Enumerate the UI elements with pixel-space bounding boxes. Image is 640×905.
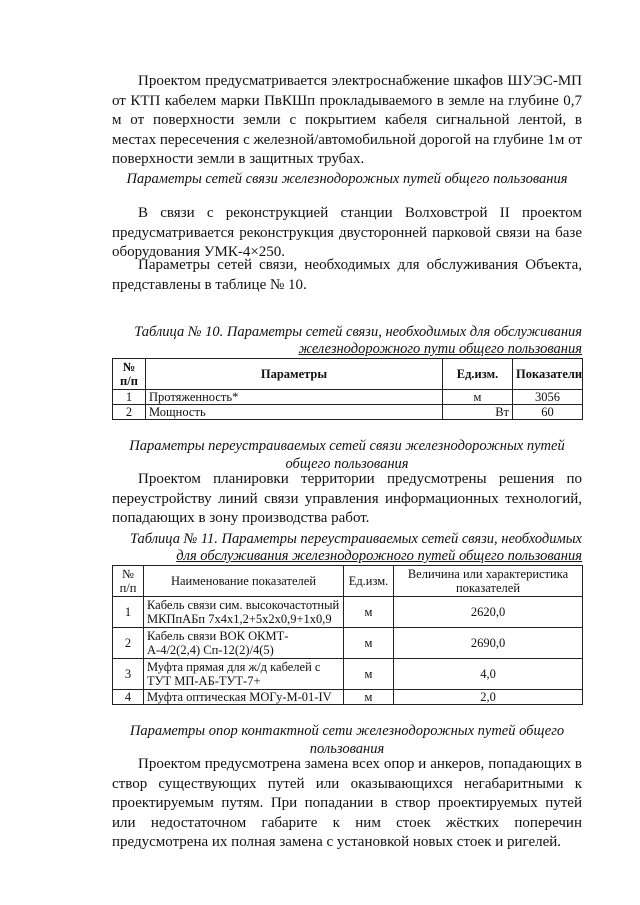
supports-paragraph: Проектом предусмотрена замена всех опор и анкеров, попадающих в створ существующих путей или оказывающихся негабаритными к проектируемым путям. При попадании в створ проектируемых путей или недостаточном габарите к ним стоек жёстких поперечин предусмотрена их полная замена с установкой новых стоек и ригелей. [112,756,582,851]
table11 [112,565,583,705]
intro-paragraph: Проектом предусматривается электроснабжение шкафов ШУЭС-МП от КТП кабелем марки ПвКШп прокладываемого в земле на глубине 0,7 м от поверхности земли с покрытием кабеля сигнальной лентой, в местах пересечения с железной/автомобильной дорогой на глубине 1м от поверхности земли в защитных трубах. [112,73,582,168]
reconstruction-paragraph: В связи с реконструкцией станции Волховстрой II проектом предусматривается реконструкция двусторонней парковой связи на базе оборудования УМК-4×250. [112,205,582,261]
table-row [113,390,583,405]
table10-header-unit: Ед.изм. [443,359,513,390]
row-unit: м [443,390,513,405]
section-heading-rebuilt-networks: Параметры переустраиваемых сетей связи железнодорожных путей общего пользования [129,438,565,472]
table10-header-num: № п/п [113,359,146,390]
row-value: 2,0 [394,690,583,705]
row-num: 4 [113,690,144,705]
table-row [113,659,583,690]
table-row [113,628,583,659]
row-name: Муфта прямая для ж/д кабелей с ТУТ МП-АБ-ТУТ-7+ [144,659,344,690]
table10-header-param: Параметры [146,359,443,390]
row-unit: Вт [443,405,513,420]
row-num: 1 [113,390,146,405]
table-row [113,597,583,628]
row-param: Протяженность* [146,390,443,405]
table11-caption-line2: для обслуживания железнодорожного путей общего пользования [176,548,582,564]
row-value: 2690,0 [394,628,583,659]
table11-caption [112,531,582,565]
table11-header-num: № п/п [113,566,144,597]
row-num: 2 [113,628,144,659]
table11-header-name: Наименование показателей [144,566,344,597]
row-num: 1 [113,597,144,628]
table11-header-row [113,566,583,597]
row-name: Кабель связи сим. высокочастотный МКПпАБп 7х4х1,2+5х2х0,9+1х0,9 [144,597,344,628]
row-num: 3 [113,659,144,690]
table10-header-value: Показатели [513,359,583,390]
table10 [112,358,583,420]
rebuild-paragraph: Проектом планировки территории предусмотрены решения по переустройству линий связи управления информационных технологий, попадающих в зону производства работ. [112,471,582,527]
row-unit: м [344,659,394,690]
table10-caption [112,324,582,358]
section-heading-communication-networks: Параметры сетей связи железнодорожных путей общего пользования [126,171,568,187]
row-unit: м [344,597,394,628]
table-row [113,690,583,705]
table11-header-unit: Ед.изм. [344,566,394,597]
section-heading-catenary-supports: Параметры опор контактной сети железнодорожных путей общего пользования [129,723,565,757]
row-name: Муфта оптическая МОГу-М-01-IV [144,690,344,705]
row-value: 4,0 [394,659,583,690]
row-value: 2620,0 [394,597,583,628]
table10-caption-line2: железнодорожного пути общего пользования [298,341,582,357]
row-value: 60 [513,405,583,420]
row-value: 3056 [513,390,583,405]
table11-caption-line1: Таблица № 11. Параметры переустраиваемых сетей связи, необходимых [129,531,582,547]
table10-reference-paragraph: Параметры сетей связи, необходимых для обслуживания Объекта, представлены в таблице № 10. [112,257,582,293]
row-num: 2 [113,405,146,420]
table11-header-value: Величина или характеристика показателей [394,566,583,597]
table10-header-row [113,359,583,390]
row-param: Мощность [146,405,443,420]
row-unit: м [344,690,394,705]
row-unit: м [344,628,394,659]
table10-caption-line1: Таблица № 10. Параметры сетей связи, необходимых для обслуживания [134,324,582,340]
table-row [113,405,583,420]
row-name: Кабель связи ВОК ОКМТ-А-4/2(2,4) Сп-12(2)/4(5) [144,628,344,659]
